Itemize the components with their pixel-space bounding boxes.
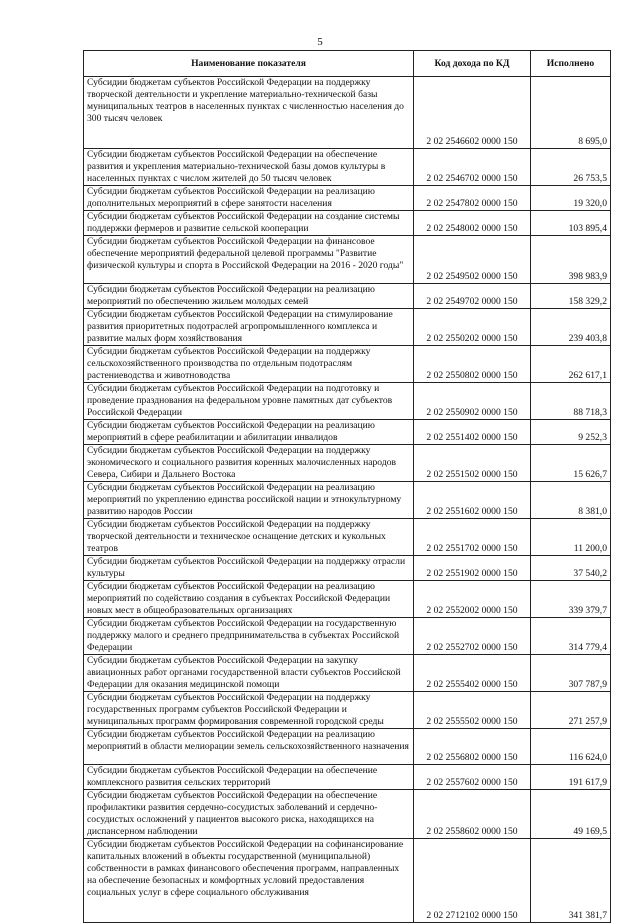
indicator-name-cell: Субсидии бюджетам субъектов Российской Федерации на обеспечение развития и укрепления материально-технической базы домов культуры в населенных пунктах с числом жителей до 50 тысяч человек: [84, 149, 414, 186]
indicator-name-cell: Субсидии бюджетам субъектов Российской Федерации на поддержку государственных программ субъектов Российской Федерации и муниципальных программ формирования современной городской среды: [84, 692, 414, 729]
header-executed: Исполнено: [531, 51, 611, 77]
table-row: [84, 383, 611, 420]
revenue-code-cell: 2 02 2547802 0000 150: [414, 186, 531, 211]
executed-amount-cell: 11 200,0: [531, 519, 611, 556]
header-revenue-code: Код дохода по КД: [414, 51, 531, 77]
executed-amount-cell: 307 787,9: [531, 655, 611, 692]
table-row: [84, 149, 611, 186]
revenue-code-cell: 2 02 2558602 0000 150: [414, 790, 531, 839]
indicator-name-cell: Субсидии бюджетам субъектов Российской Федерации на поддержку творческой деятельности и укрепление материально-технической базы муниципальных театров в населенных пунктах с численностью населения до 300 тысяч человек: [84, 77, 414, 149]
header-indicator-name: Наименование показателя: [84, 51, 414, 77]
executed-amount-cell: 26 753,5: [531, 149, 611, 186]
revenue-code-cell: 2 02 2552702 0000 150: [414, 618, 531, 655]
executed-amount-cell: 103 895,4: [531, 211, 611, 236]
table-row: [84, 186, 611, 211]
indicator-name-cell: Субсидии бюджетам субъектов Российской Федерации на поддержку сельскохозяйственного производства по отдельным подотраслям растениеводства и животноводства: [84, 346, 414, 383]
table-row: [84, 765, 611, 790]
revenue-code-cell: 2 02 2551902 0000 150: [414, 556, 531, 581]
executed-amount-cell: 19 320,0: [531, 186, 611, 211]
table-row: [84, 556, 611, 581]
table-row: [84, 581, 611, 618]
indicator-name-cell: Субсидии бюджетам субъектов Российской Федерации на закупку авиационных работ органами государственной власти субъектов Российской Федерации для оказания медицинской помощи: [84, 655, 414, 692]
executed-amount-cell: 49 169,5: [531, 790, 611, 839]
executed-amount-cell: 8 695,0: [531, 77, 611, 149]
revenue-code-cell: 2 02 2555402 0000 150: [414, 655, 531, 692]
revenue-code-cell: 2 02 2546702 0000 150: [414, 149, 531, 186]
revenue-code-cell: 2 02 2549702 0000 150: [414, 284, 531, 309]
indicator-name-cell: Субсидии бюджетам субъектов Российской Федерации на обеспечение профилактики развития сердечно-сосудистых заболеваний и сердечно-сосудистых осложнений у пациентов высокого риска, находящихся на диспансерном наблюдении: [84, 790, 414, 839]
indicator-name-cell: Субсидии бюджетам субъектов Российской Федерации на реализацию мероприятий в сфере реабилитации и абилитации инвалидов: [84, 420, 414, 445]
executed-amount-cell: 398 983,9: [531, 236, 611, 284]
table-row: [84, 618, 611, 655]
indicator-name-cell: Субсидии бюджетам субъектов Российской Федерации на софинансирование капитальных вложений в объекты государственной (муниципальной) собственности в рамках финансового обеспечения программ, направленных на обеспечение безопасных и комфортных условий предоставления социальных услуг в сфере социального обслуживания: [84, 839, 414, 923]
table-row: [84, 284, 611, 309]
revenue-table: [83, 50, 611, 923]
table-row: [84, 211, 611, 236]
revenue-code-cell: 2 02 2551402 0000 150: [414, 420, 531, 445]
indicator-name-cell: Субсидии бюджетам субъектов Российской Федерации на создание системы поддержки фермеров и развитие сельской кооперации: [84, 211, 414, 236]
executed-amount-cell: 341 381,7: [531, 839, 611, 923]
indicator-name-cell: Субсидии бюджетам субъектов Российской Федерации на реализацию дополнительных мероприятий в сфере занятости населения: [84, 186, 414, 211]
table-row: [84, 655, 611, 692]
indicator-name-cell: Субсидии бюджетам субъектов Российской Федерации на реализацию мероприятий по укреплению единства российской нации и этнокультурному развитию народов России: [84, 482, 414, 519]
table-row: [84, 839, 611, 923]
executed-amount-cell: 88 718,3: [531, 383, 611, 420]
executed-amount-cell: 314 779,4: [531, 618, 611, 655]
revenue-code-cell: 2 02 2712102 0000 150: [414, 839, 531, 923]
table-row: [84, 482, 611, 519]
indicator-name-cell: Субсидии бюджетам субъектов Российской Федерации на поддержку отрасли культуры: [84, 556, 414, 581]
executed-amount-cell: 37 540,2: [531, 556, 611, 581]
page-number: 5: [317, 36, 323, 48]
revenue-code-cell: 2 02 2550902 0000 150: [414, 383, 531, 420]
indicator-name-cell: Субсидии бюджетам субъектов Российской Федерации на реализацию мероприятий в области мелиорации земель сельскохозяйственного назначения: [84, 729, 414, 765]
table-row: [84, 236, 611, 284]
indicator-name-cell: Субсидии бюджетам субъектов Российской Федерации на поддержку экономического и социального развития коренных малочисленных народов Севера, Сибири и Дальнего Востока: [84, 445, 414, 482]
indicator-name-cell: Субсидии бюджетам субъектов Российской Федерации на стимулирование развития приоритетных подотраслей агропромышленного комплекса и развитие малых форм хозяйствования: [84, 309, 414, 346]
table-row: [84, 420, 611, 445]
executed-amount-cell: 15 626,7: [531, 445, 611, 482]
revenue-code-cell: 2 02 2546602 0000 150: [414, 77, 531, 149]
table-row: [84, 692, 611, 729]
indicator-name-cell: Субсидии бюджетам субъектов Российской Федерации на обеспечение комплексного развития сельских территорий: [84, 765, 414, 790]
executed-amount-cell: 116 624,0: [531, 729, 611, 765]
indicator-name-cell: Субсидии бюджетам субъектов Российской Федерации на финансовое обеспечение мероприятий федеральной целевой программы "Развитие физической культуры и спорта в Российской Федерации на 2016 - 2020 годы": [84, 236, 414, 284]
table-row: [84, 77, 611, 149]
table-row: [84, 309, 611, 346]
executed-amount-cell: 262 617,1: [531, 346, 611, 383]
executed-amount-cell: 239 403,8: [531, 309, 611, 346]
executed-amount-cell: 9 252,3: [531, 420, 611, 445]
table-row: [84, 346, 611, 383]
revenue-code-cell: 2 02 2552002 0000 150: [414, 581, 531, 618]
executed-amount-cell: 8 381,0: [531, 482, 611, 519]
revenue-code-cell: 2 02 2550202 0000 150: [414, 309, 531, 346]
revenue-code-cell: 2 02 2551702 0000 150: [414, 519, 531, 556]
revenue-code-cell: 2 02 2556802 0000 150: [414, 729, 531, 765]
revenue-code-cell: 2 02 2555502 0000 150: [414, 692, 531, 729]
table-row: [84, 790, 611, 839]
revenue-code-cell: 2 02 2549502 0000 150: [414, 236, 531, 284]
table-header-row: [84, 51, 611, 77]
indicator-name-cell: Субсидии бюджетам субъектов Российской Федерации на поддержку творческой деятельности и техническое оснащение детских и кукольных театров: [84, 519, 414, 556]
revenue-code-cell: 2 02 2551602 0000 150: [414, 482, 531, 519]
indicator-name-cell: Субсидии бюджетам субъектов Российской Федерации на подготовку и проведение празднования на федеральном уровне памятных дат субъектов Российской Федерации: [84, 383, 414, 420]
table-row: [84, 729, 611, 765]
revenue-code-cell: 2 02 2557602 0000 150: [414, 765, 531, 790]
executed-amount-cell: 271 257,9: [531, 692, 611, 729]
revenue-code-cell: 2 02 2548002 0000 150: [414, 211, 531, 236]
executed-amount-cell: 339 379,7: [531, 581, 611, 618]
table-row: [84, 519, 611, 556]
revenue-code-cell: 2 02 2550802 0000 150: [414, 346, 531, 383]
revenue-code-cell: 2 02 2551502 0000 150: [414, 445, 531, 482]
indicator-name-cell: Субсидии бюджетам субъектов Российской Федерации на реализацию мероприятий по обеспечению жильем молодых семей: [84, 284, 414, 309]
executed-amount-cell: 191 617,9: [531, 765, 611, 790]
indicator-name-cell: Субсидии бюджетам субъектов Российской Федерации на реализацию мероприятий по содействию создания в субъектах Российской Федерации новых мест в общеобразовательных организациях: [84, 581, 414, 618]
executed-amount-cell: 158 329,2: [531, 284, 611, 309]
table-row: [84, 445, 611, 482]
indicator-name-cell: Субсидии бюджетам субъектов Российской Федерации на государственную поддержку малого и среднего предпринимательства в субъектах Российской Федерации: [84, 618, 414, 655]
